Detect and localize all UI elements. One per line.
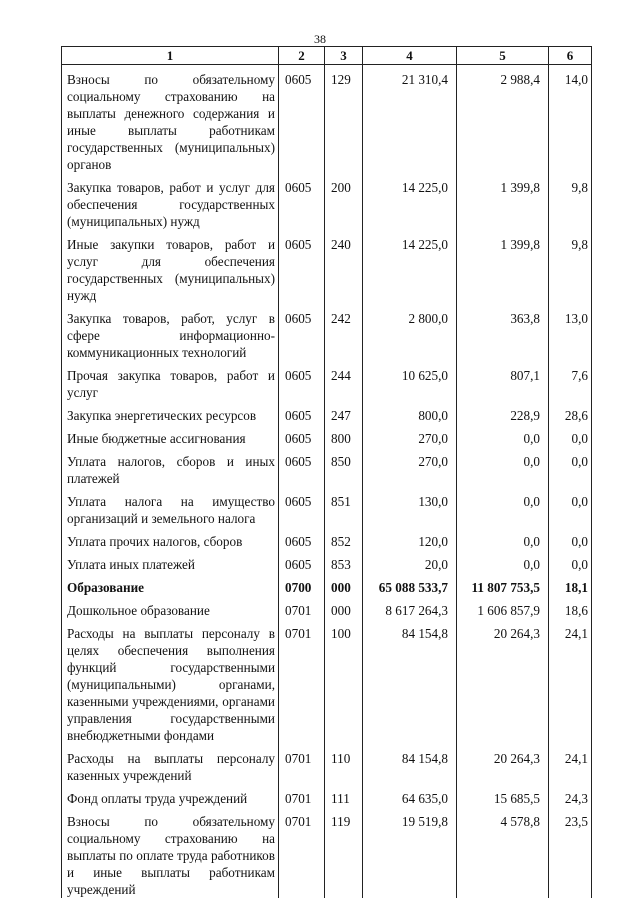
- table-row: [62, 401, 592, 424]
- row-section: 0700: [279, 573, 325, 596]
- row-section: 0701: [279, 596, 325, 619]
- row-code: 200: [325, 173, 363, 230]
- column-header: 5: [457, 47, 549, 65]
- row-name: Иные бюджетные ассигнования: [62, 424, 279, 447]
- row-percent: 28,6: [549, 401, 592, 424]
- table-row: [62, 65, 592, 174]
- row-plan: 65 088 533,7: [363, 573, 457, 596]
- budget-table: [61, 46, 592, 898]
- row-section: 0605: [279, 361, 325, 401]
- row-plan: 14 225,0: [363, 173, 457, 230]
- table-row: [62, 807, 592, 898]
- row-name: Дошкольное образование: [62, 596, 279, 619]
- row-code: 100: [325, 619, 363, 744]
- row-section: 0605: [279, 65, 325, 174]
- row-name: Фонд оплаты труда учреждений: [62, 784, 279, 807]
- row-code: 000: [325, 573, 363, 596]
- row-percent: 18,1: [549, 573, 592, 596]
- row-plan: 84 154,8: [363, 619, 457, 744]
- row-percent: 7,6: [549, 361, 592, 401]
- row-plan: 2 800,0: [363, 304, 457, 361]
- row-name: Уплата налогов, сборов и иных платежей: [62, 447, 279, 487]
- table-row: [62, 596, 592, 619]
- row-percent: 24,3: [549, 784, 592, 807]
- row-section: 0605: [279, 304, 325, 361]
- row-name: Уплата прочих налогов, сборов: [62, 527, 279, 550]
- row-section: 0701: [279, 784, 325, 807]
- row-actual: 0,0: [457, 424, 549, 447]
- row-percent: 24,1: [549, 744, 592, 784]
- row-actual: 807,1: [457, 361, 549, 401]
- row-code: 000: [325, 596, 363, 619]
- row-percent: 9,8: [549, 173, 592, 230]
- row-plan: 21 310,4: [363, 65, 457, 174]
- row-code: 853: [325, 550, 363, 573]
- row-plan: 120,0: [363, 527, 457, 550]
- row-name: Расходы на выплаты персоналу казенных учреждений: [62, 744, 279, 784]
- row-section: 0605: [279, 447, 325, 487]
- row-code: 851: [325, 487, 363, 527]
- table-row: [62, 173, 592, 230]
- row-actual: 0,0: [457, 550, 549, 573]
- row-code: 244: [325, 361, 363, 401]
- table-row: [62, 550, 592, 573]
- table-row: [62, 230, 592, 304]
- page-number: 38: [314, 32, 326, 46]
- column-header-row: [62, 47, 592, 65]
- row-section: 0701: [279, 807, 325, 898]
- row-name: Образование: [62, 573, 279, 596]
- row-percent: 0,0: [549, 550, 592, 573]
- row-actual: 1 399,8: [457, 230, 549, 304]
- row-percent: 0,0: [549, 447, 592, 487]
- row-actual: 0,0: [457, 487, 549, 527]
- row-name: Иные закупки товаров, работ и услуг для обеспечения государственных (муниципальных) нужд: [62, 230, 279, 304]
- row-section: 0605: [279, 230, 325, 304]
- column-header: 3: [325, 47, 363, 65]
- row-code: 129: [325, 65, 363, 174]
- row-name: Прочая закупка товаров, работ и услуг: [62, 361, 279, 401]
- row-plan: 8 617 264,3: [363, 596, 457, 619]
- row-code: 247: [325, 401, 363, 424]
- table-row: [62, 424, 592, 447]
- row-code: 111: [325, 784, 363, 807]
- row-plan: 64 635,0: [363, 784, 457, 807]
- row-name: Взносы по обязательному социальному страхованию на выплаты денежного содержания и иные выплаты работникам государственных (муниципальных) органов: [62, 65, 279, 174]
- row-section: 0605: [279, 527, 325, 550]
- column-header: 6: [549, 47, 592, 65]
- row-percent: 13,0: [549, 304, 592, 361]
- row-actual: 11 807 753,5: [457, 573, 549, 596]
- row-percent: 24,1: [549, 619, 592, 744]
- row-plan: 270,0: [363, 424, 457, 447]
- row-section: 0701: [279, 619, 325, 744]
- row-name: Взносы по обязательному социальному страхованию на выплаты по оплате труда работников и иные выплаты работникам учреждений: [62, 807, 279, 898]
- row-code: 240: [325, 230, 363, 304]
- row-plan: 10 625,0: [363, 361, 457, 401]
- row-percent: 0,0: [549, 527, 592, 550]
- row-section: 0605: [279, 424, 325, 447]
- row-code: 119: [325, 807, 363, 898]
- row-code: 850: [325, 447, 363, 487]
- row-name: Закупка товаров, работ, услуг в сфере информационно-коммуникационных технологий: [62, 304, 279, 361]
- row-actual: 20 264,3: [457, 744, 549, 784]
- row-name: Уплата иных платежей: [62, 550, 279, 573]
- row-actual: 228,9: [457, 401, 549, 424]
- row-name: Уплата налога на имущество организаций и земельного налога: [62, 487, 279, 527]
- row-percent: 23,5: [549, 807, 592, 898]
- row-percent: 0,0: [549, 487, 592, 527]
- row-section: 0605: [279, 487, 325, 527]
- row-actual: 0,0: [457, 527, 549, 550]
- row-actual: 0,0: [457, 447, 549, 487]
- row-plan: 19 519,8: [363, 807, 457, 898]
- row-section: 0605: [279, 550, 325, 573]
- table-row: [62, 447, 592, 487]
- table-row: [62, 487, 592, 527]
- table-row: [62, 527, 592, 550]
- table-row: [62, 784, 592, 807]
- row-plan: 14 225,0: [363, 230, 457, 304]
- row-actual: 4 578,8: [457, 807, 549, 898]
- row-section: 0605: [279, 173, 325, 230]
- row-plan: 84 154,8: [363, 744, 457, 784]
- row-code: 800: [325, 424, 363, 447]
- row-actual: 20 264,3: [457, 619, 549, 744]
- row-name: Закупка энергетических ресурсов: [62, 401, 279, 424]
- row-name: Расходы на выплаты персоналу в целях обеспечения выполнения функций государственными (муниципальными) органами, казенными учреждениями, органами управления государственными внебюджетными фондами: [62, 619, 279, 744]
- table-row: [62, 573, 592, 596]
- table-row: [62, 619, 592, 744]
- row-code: 852: [325, 527, 363, 550]
- row-section: 0605: [279, 401, 325, 424]
- table-row: [62, 361, 592, 401]
- row-actual: 363,8: [457, 304, 549, 361]
- row-percent: 0,0: [549, 424, 592, 447]
- row-plan: 270,0: [363, 447, 457, 487]
- row-percent: 18,6: [549, 596, 592, 619]
- row-actual: 1 399,8: [457, 173, 549, 230]
- column-header: 1: [62, 47, 279, 65]
- row-plan: 130,0: [363, 487, 457, 527]
- row-actual: 1 606 857,9: [457, 596, 549, 619]
- row-percent: 9,8: [549, 230, 592, 304]
- row-actual: 2 988,4: [457, 65, 549, 174]
- row-percent: 14,0: [549, 65, 592, 174]
- table-row: [62, 304, 592, 361]
- column-header: 2: [279, 47, 325, 65]
- column-header: 4: [363, 47, 457, 65]
- row-plan: 800,0: [363, 401, 457, 424]
- row-name: Закупка товаров, работ и услуг для обеспечения государственных (муниципальных) нужд: [62, 173, 279, 230]
- table-row: [62, 744, 592, 784]
- row-code: 242: [325, 304, 363, 361]
- row-code: 110: [325, 744, 363, 784]
- row-actual: 15 685,5: [457, 784, 549, 807]
- row-plan: 20,0: [363, 550, 457, 573]
- row-section: 0701: [279, 744, 325, 784]
